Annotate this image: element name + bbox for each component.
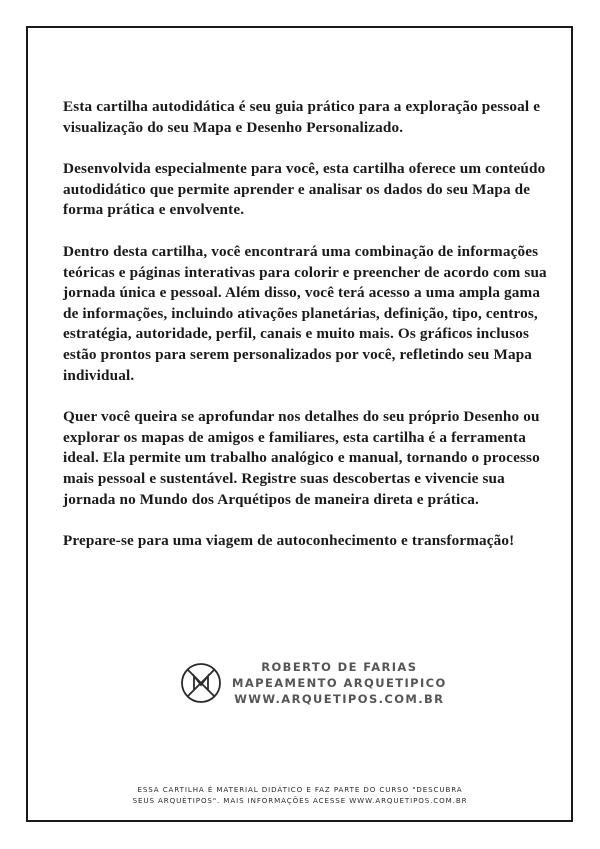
footer-line-1: ESSA CARTILHA É MATERIAL DIDÁTICO E FAZ PARTE DO CURSO "DESCUBRA (137, 785, 463, 794)
footer-note (100, 784, 500, 806)
paragraph-4: Quer você queira se aprofundar nos detalhes do seu próprio Desenho ou explorar os mapas de amigos e familiares, esta cartilha é a ferramenta ideal. Ela permite um trabalho analógico e manual, tornando o processo mais pessoal e sustentável. Registre suas descobertas e vivencie sua jornada no Mundo dos Arquétipos de maneira direta e prática. (63, 408, 540, 508)
footer-line-2: SEUS ARQUÉTIPOS". MAIS INFORMAÇÕES ACESSE WWW.ARQUETIPOS.COM.BR (132, 796, 468, 805)
paragraph-1: Esta cartilha autodidática é seu guia prático para a exploração pessoal e visualização do seu Mapa e Desenho Personalizado. (63, 98, 541, 136)
company-name: MAPEAMENTO ARQUETIPICO (232, 676, 447, 690)
paragraph-3: Dentro desta cartilha, você encontrará uma combinação de informações teóricas e páginas interativas para colorir e preencher de acordo com sua jornada única e pessoal. Além disso, você terá acesso a uma ampla gama de informações, incluindo ativações planetárias, definição, tipo, centros, estratégia, autoridade, perfil, canais e muito mais. Os gráficos inclusos estão prontos para serem personalizados por você, refletindo seu Mapa individual. (63, 242, 547, 384)
circle-x-m-logo-icon (180, 662, 222, 704)
paragraph-2: Desenvolvida especialmente para você, esta cartilha oferece um conteúdo autodidático que permite aprender e analisar os dados do seu Mapa de forma prática e envolvente. (63, 160, 546, 219)
signature-text (232, 659, 447, 707)
paragraph-5: Prepare-se para uma viagem de autoconhecimento e transformação! (63, 532, 515, 550)
intro-text (63, 97, 553, 573)
author-signature (180, 659, 447, 707)
author-name: ROBERTO DE FARIAS (261, 660, 418, 674)
website: WWW.ARQUETIPOS.COM.BR (234, 692, 445, 706)
